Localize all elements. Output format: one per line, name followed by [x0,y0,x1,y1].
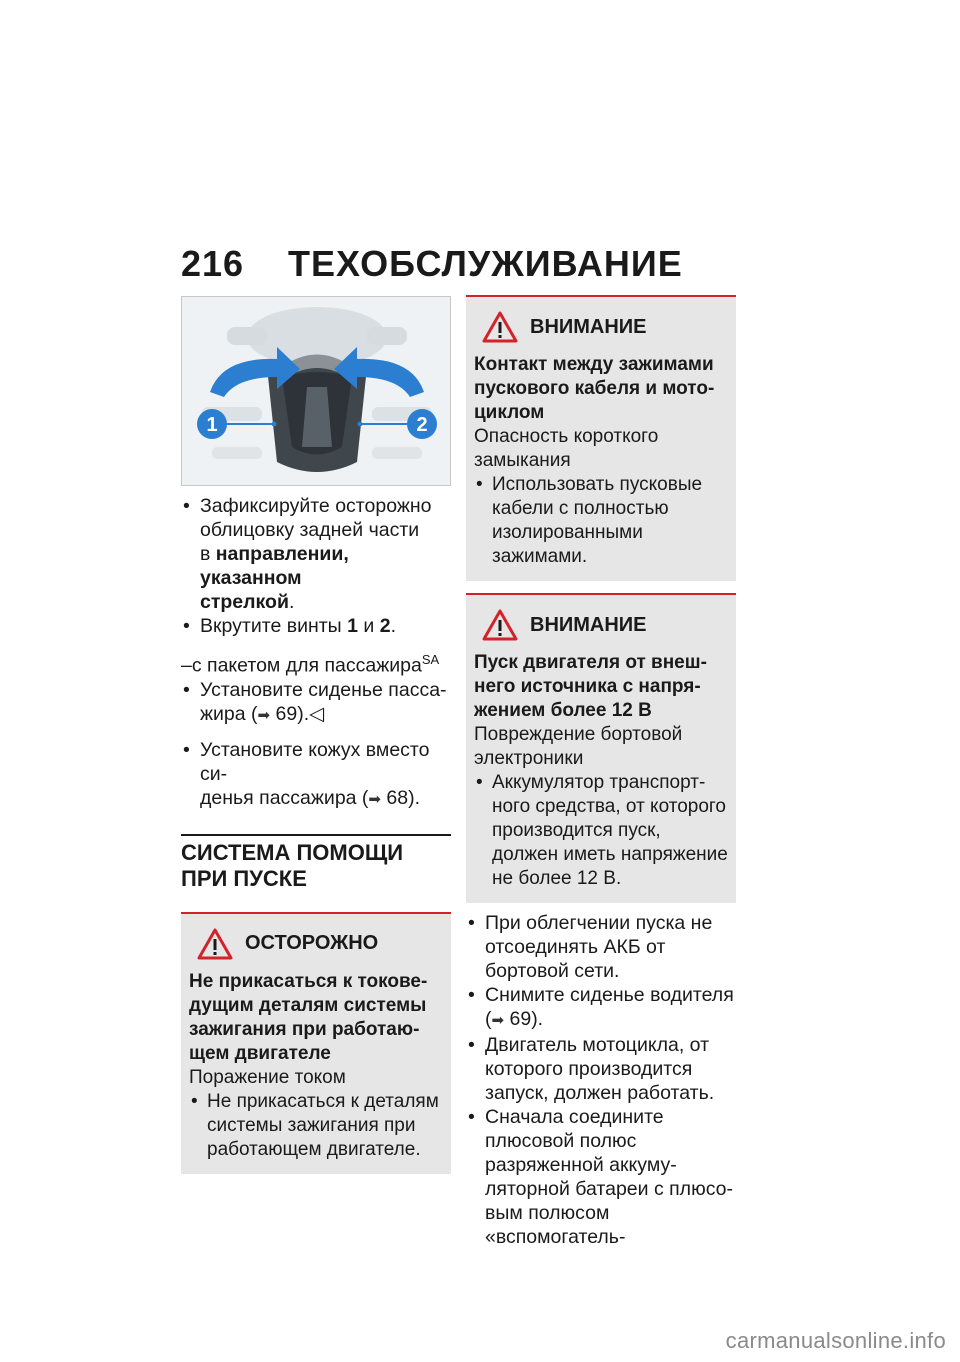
left-column [181,494,451,1174]
bold-text: направлении, указанном [200,543,349,589]
text-line: в направлении, указанном [200,543,349,589]
warning-text: Опасность короткого замыкания [474,426,659,471]
instruction-keep-battery: • При облегчении пуска не отсоединять АКБ от бортовой сети. [468,912,713,982]
warning-triangle-icon [197,928,233,960]
special-accessory-mark: SA [421,652,440,667]
caution-text: Поражение током [189,1066,346,1088]
warning-title: Контакт между зажимами пускового кабеля и мотоциклом [474,354,715,423]
caution-box [181,912,451,1174]
bullet-icon: • [183,615,190,637]
warning-box-2 [466,593,736,903]
warning-box-1 [466,295,736,581]
bold-text: стрелкой [200,591,289,613]
page-ref-arrow-icon: ➡ [257,706,271,724]
instruction-install-seat: • Установите сиденье пасса- жира (➡ 69).◁ [183,678,447,725]
callout-1 [197,409,227,439]
right-column [466,295,736,1249]
warning-title: Пуск двигателя от внешнего источника с напряжением более 12 В [474,652,707,721]
bullet-icon: • [468,1106,475,1128]
svg-text:2: 2 [416,414,428,436]
page-ref-arrow-icon: ➡ [368,790,381,808]
text-line: стрелкой. [200,591,295,613]
warning-bullet: • Использовать пусковые кабели с полностью изолированными зажимами. [476,474,703,567]
warning-text: Повреждение бортовой электроники [474,724,683,769]
screw-2-ref: 2 [379,615,391,637]
callout-2 [407,409,437,439]
seat-cover-figure [181,296,451,486]
instruction-connect-positive: • Сначала соедините плюсовой полюс разряженной аккумуляторной батареи с плюсовым полюсом «вспомогатель- [468,1106,734,1248]
svg-text:1: 1 [206,414,218,436]
instruction-engine-running: • Двигатель мотоцикла, от которого производится запуск, должен работать. [468,1034,715,1104]
warning-triangle-icon [482,609,518,641]
bullet-icon: • [468,1034,475,1056]
chapter-title: ТЕХОБСЛУЖИВАНИЕ [288,243,683,284]
page-ref-arrow-icon: ➡ [491,1012,505,1029]
end-mark-icon: ◁ [309,702,325,725]
instruction-screws: • Вкрутите винты 1 и 2. [183,615,396,637]
instruction-install-cover: • Установите кожух вместо си- денья пассажира (➡ 68). [183,738,430,809]
condition-line: –с пакетом для пассажира$^{SA}$ [181,652,440,677]
section-title: СИСТЕМА ПОМОЩИ ПРИ ПУСКЕ [181,834,451,892]
page-number: 216 [181,243,245,284]
bullet-icon: • [468,912,475,934]
screw-1-ref: 1 [347,615,358,637]
instruction-fix-cover [181,494,451,614]
text-line: облицовку задней части [200,519,420,541]
bullet-icon: • [468,984,475,1006]
page-ref[interactable]: 69). [509,1008,544,1030]
motorcycle-rear-illustration [182,297,451,486]
bullet-icon: • [476,474,483,495]
text-line: Зафиксируйте осторожно [200,495,432,517]
instruction-remove-seat: • Снимите сиденье водителя (➡ 69). [468,984,734,1030]
warning-bullet: • Аккумулятор транспортного средства, от которого производится пуск, должен иметь напряжение не более 12 В. [476,772,728,889]
page-ref[interactable]: 69). [275,702,310,725]
bullet-icon: • [183,495,190,517]
bullet-icon: • [183,678,190,701]
warning-header: ВНИМАНИЕ [482,609,728,641]
bullet-icon: • [183,738,190,761]
page-ref[interactable]: 68). [386,786,421,809]
bullet-icon: • [476,772,483,793]
bullet-icon: • [191,1090,198,1112]
caution-header: ОСТОРОЖНО [197,928,443,960]
warning-header: ВНИМАНИЕ [482,311,728,343]
caution-bullet: • Не прикасаться к деталям системы зажигания при работающем двигателе. [191,1090,439,1160]
page-header [181,243,683,285]
caution-title: Не прикасаться к токоведущим деталям системы зажигания при работающем двигателе [189,970,428,1064]
warning-triangle-icon [482,311,518,343]
watermark: carmanualsonline.info [725,1328,946,1353]
